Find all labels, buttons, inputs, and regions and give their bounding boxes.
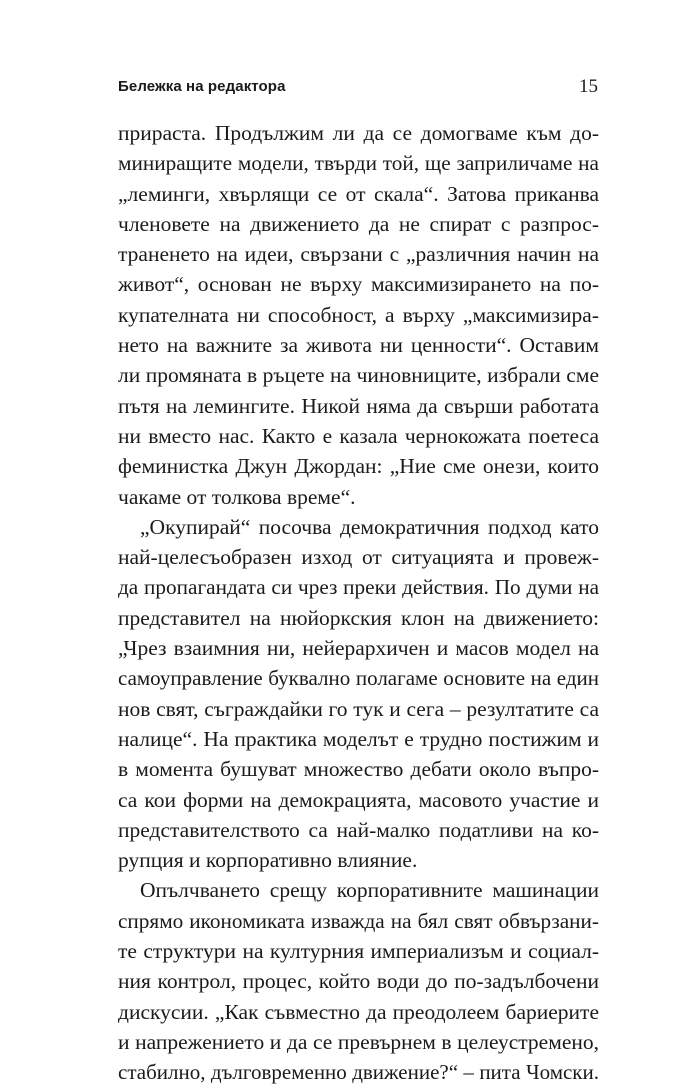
text-line: „леминги, хвърлящи се от скала“. Затова приканва [118, 181, 599, 206]
text-line: членовете на движението да не спират с разпрос- [118, 211, 599, 236]
page-number: 15 [579, 76, 598, 97]
paragraph-1 [118, 118, 599, 512]
text-line: живот“, основан не върху максимизирането на по- [118, 272, 599, 297]
text-line: най-целесъобразен изход от ситуацията и провеж- [118, 545, 599, 570]
text-line: ни вместо нас. Както е казала чернокожата поетеса [118, 423, 599, 448]
text-line: спрямо икономиката изважда на бял свят обвързани- [118, 908, 599, 933]
text-line: нето на важните за живота ни ценности“. Оставим [118, 333, 599, 358]
body-text [118, 118, 599, 1088]
text-line: ния контрол, процес, който води до по-задълбочени [118, 969, 599, 994]
text-line: траненето на идеи, свързани с „различния начин на [118, 242, 599, 267]
text-line: те структури на културния империализъм и социал- [118, 939, 599, 964]
text-line: да пропагандата си чрез преки действия. По думи на [118, 575, 599, 600]
text-line: Опълчването срещу корпоративните машинации [140, 878, 599, 903]
text-line: рупция и корпоративно влияние. [118, 848, 418, 873]
text-line: в момента бушуват множество дебати около въпро- [118, 757, 599, 782]
text-line: пътя на лемингите. Никой няма да свърши работата [118, 393, 599, 418]
text-line: и напрежението и да се превърнем в целеустремено, [118, 1029, 599, 1054]
text-line: налице“. На практика моделът е трудно постижим и [118, 726, 599, 751]
running-head-title: Бележка на редактора [118, 78, 286, 95]
text-line: „Окупирай“ посочва демократичния подход като [140, 514, 599, 539]
text-line: дискусии. „Как съвместно да преодолеем бариерите [118, 999, 599, 1024]
text-line: са кои форми на демокрацията, масовото участие и [118, 787, 599, 812]
text-line: представителството са най-малко податливи на ко- [118, 817, 599, 842]
text-line: купателната ни способност, а върху „максимизира- [118, 302, 599, 327]
text-line: ли промяната в ръцете на чиновниците, избрали сме [118, 363, 599, 388]
paragraph-2 [118, 512, 599, 876]
running-head [118, 76, 598, 100]
text-line: чакаме от толкова време“. [118, 484, 356, 509]
text-line: самоуправление буквално полагаме основите на един [118, 666, 599, 691]
text-line: нов свят, съграждайки го тук и сега – резултатите са [118, 696, 599, 721]
text-line: миниращите модели, твърди той, ще заприличаме на [118, 151, 599, 176]
text-line: прираста. Продължим ли да се домогваме към до- [118, 121, 599, 145]
text-line: „Чрез взаимния ни, нейерархичен и масов модел на [118, 636, 599, 661]
text-line: феминистка Джун Джордан: „Ние сме онези, които [118, 454, 599, 479]
text-line: стабилно, дълговременно движение?“ – пита Чомски. [118, 1060, 599, 1085]
paragraph-3 [118, 875, 599, 1087]
text-line: представител на нюйоркския клон на движението: [118, 605, 599, 630]
